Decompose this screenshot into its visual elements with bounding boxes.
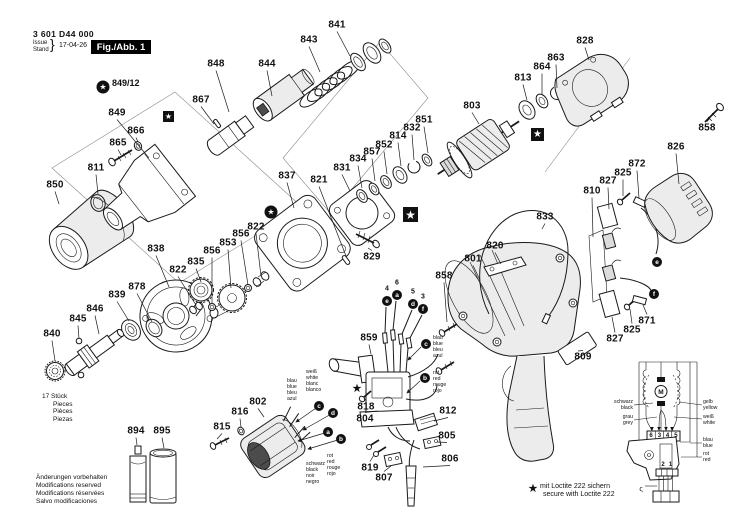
wire-color-name: bleu [287,389,297,396]
wire-callout-e: e [652,257,662,267]
loctite-star-icon: ★ [528,483,538,495]
part-label-841: 841 [328,19,346,31]
leader-line [424,127,428,154]
part-label-894: 894 [127,425,145,437]
part-label-834: 834 [349,153,367,165]
schematic-terminal-6: 6 [649,433,653,439]
leader-line [368,248,372,251]
star-box-icon: ★ [403,207,418,222]
callout-arrow [407,381,420,393]
issue-label: Issue [33,40,48,46]
wire-callout-d: d [408,299,418,309]
wire-color-name: white [306,374,319,381]
wire-color-de: schwarz [613,399,633,405]
wire-color-name: blau [287,378,297,384]
part-label-846: 846 [86,303,104,315]
wire-callout-a: a [323,427,333,437]
part-label-825: 825 [614,167,632,179]
star-icon: ★ [352,383,362,395]
wire-color-name: rojo [433,387,442,394]
leader-line [309,47,320,73]
leader-line [437,442,447,443]
leader-line [55,192,59,205]
schematic-terminal-4: 4 [665,433,670,439]
leader-line [342,175,350,192]
leader-line [156,256,169,288]
service-ref-849-12: 849/12 [112,78,140,88]
mods-note-en: Modifications reserved [36,482,102,489]
leader-line [523,85,527,101]
part-label-845: 845 [69,313,87,325]
part-label-858: 858 [698,122,716,134]
wire-color-de: weiß [703,414,714,420]
part-label-865: 865 [109,137,127,149]
wire-color-de: gelb [703,399,713,405]
part-label-812: 812 [439,405,457,417]
wire-color-en: black [620,404,633,411]
wire-color-label [327,454,340,478]
leader-line [676,154,679,185]
part-label-853: 853 [219,237,237,249]
star-circle-icon: ★ [265,206,278,219]
part-label-833: 833 [536,211,554,223]
leader-line [637,171,639,199]
part-label-864: 864 [533,61,551,73]
part-label-856: 856 [203,245,221,257]
part-label-831: 831 [333,162,351,174]
part-label-840: 840 [43,328,61,340]
leader-line [370,455,374,462]
wire-callout-c: c [421,339,431,349]
leader-line [196,269,201,283]
part-label-849: 849 [108,107,126,119]
callout-arrow [408,347,421,360]
mods-note-de: Änderungen vorbehalten [36,474,108,481]
part-label-839: 839 [108,289,126,301]
part-label-822: 822 [247,221,265,233]
leader-line [585,48,589,61]
wire-color-label [433,371,446,395]
wire-color-name: blue [287,383,297,390]
leader-line [472,113,479,125]
leader-line [267,71,272,97]
figure-title: Fig./Abb. 1 [91,40,151,54]
wire-color-label [433,336,443,360]
part-label-825: 825 [623,324,641,336]
leader-line [423,466,450,468]
leader-line [473,266,480,281]
star-box-icon: ★ [531,128,544,141]
leader-line [217,434,222,440]
part-label-810: 810 [583,185,601,197]
wire-color-name: weiß [306,369,317,375]
wire-color-label [306,370,321,394]
leader-line [162,438,164,449]
leader-line [136,138,138,143]
star-box-icon: ★ [164,112,173,121]
qty-note-es: Piezas [53,415,73,423]
leader-line [495,253,501,265]
wire-color-name: blanc [306,380,319,387]
leader-line [630,309,632,324]
schematic-wire-label-blue [703,438,713,450]
part-label-815: 815 [213,421,231,433]
part-label-826: 826 [667,141,685,153]
wire-color-name: azul [433,352,443,359]
wire-callout-d: d [328,408,338,418]
wire-color-name: noir [306,472,315,479]
wire-color-en: white [703,419,716,426]
part-label-844: 844 [258,58,276,70]
part-label-858: 858 [435,270,453,282]
schematic-wire-label-white [703,415,715,427]
schematic-wire-label-red [703,452,711,464]
leader-line [52,341,55,362]
wire-color-name: black [306,466,319,473]
leader-line [556,65,557,89]
part-label-863: 863 [547,52,565,64]
schematic-terminal-1: 1 [668,461,673,468]
part-label-832: 832 [403,122,421,134]
wire-color-name: bleu [433,346,443,353]
part-label-828: 828 [576,35,594,47]
part-label-820: 820 [486,240,504,252]
wire-callout-a: a [392,290,402,300]
leader-line [287,183,294,209]
part-label-809: 809 [574,351,592,363]
wire-color-name: rot [327,453,334,459]
part-label-816: 816 [231,406,249,418]
leader-line [608,188,609,210]
wire-color-name: rouge [327,464,341,471]
part-label-807: 807 [375,472,393,484]
leader-line [542,224,545,230]
leader-line [643,305,647,315]
wire-terminal-number-6: 6 [395,279,399,287]
wire-color-name: schwarz [306,461,326,467]
wire-color-en: yellow [703,404,718,411]
leader-line [319,187,346,257]
part-label-878: 878 [128,281,146,293]
wire-color-label [287,379,297,403]
part-label-856: 856 [232,228,250,240]
part-label-806: 806 [441,453,459,465]
schematic-wire-label-black [593,400,633,412]
cord-mark: ς [639,486,643,493]
part-label-867: 867 [192,94,210,106]
part-label-814: 814 [389,130,407,142]
part-label-857: 857 [363,146,381,158]
qty-note-fr: Pièces [53,408,73,415]
wire-color-name: rouge [433,381,447,388]
part-label-802: 802 [249,396,267,408]
leader-line [434,418,448,422]
wire-color-name: blau [433,335,443,341]
leader-line [241,241,248,286]
part-label-827: 827 [599,175,617,187]
part-label-895: 895 [153,425,171,437]
wire-color-name: rojo [327,470,336,477]
wire-callout-e: e [382,296,392,306]
part-label-827: 827 [606,333,624,345]
leader-line [95,316,99,335]
schematic-terminal-5: 5 [674,433,678,439]
leader-line [707,118,710,122]
wire-color-de: rot [703,451,710,457]
part-label-813: 813 [514,72,532,84]
wire-callout-f: f [418,304,428,314]
leader-line [384,466,391,472]
leader-line [178,277,196,306]
part-label-829: 829 [363,251,381,263]
part-label-872: 872 [628,158,646,170]
leader-line [118,150,121,156]
part-label-852: 852 [375,139,393,151]
wire-color-name: red [433,375,441,382]
leader-line [444,283,447,323]
leader-line [398,143,401,167]
part-label-850: 850 [46,179,64,191]
leader-line [96,175,98,195]
part-label-851: 851 [415,114,433,126]
schematic-wire-label-yellow [703,400,717,412]
wire-color-name: negro [306,478,320,485]
part-label-859: 859 [360,332,378,344]
leader-line [136,438,137,446]
leader-line [412,135,414,161]
wire-color-de: blau [703,437,713,443]
part-label-838: 838 [147,243,165,255]
schematic-wire-label-grey [593,415,633,427]
wire-color-label [306,462,325,486]
wire-color-name: blue [433,340,443,347]
loctite-note-de: mit Loctite 222 sichern [540,483,611,490]
wire-callout-c: c [314,401,324,411]
leader-line [372,159,375,182]
part-label-837: 837 [278,170,296,182]
part-label-819: 819 [361,462,379,474]
wire-color-en: grey [622,419,633,426]
leader-line [78,326,79,340]
mods-note-es: Salvo modificaciones [36,498,98,505]
motor-letter: M [658,389,664,396]
leader-line [592,198,593,238]
part-label-822: 822 [169,264,187,276]
leader-line [201,107,214,125]
stand-label: Stand [33,47,49,53]
mods-note-fr: Modifications réservées [36,490,105,497]
leader-line [256,234,261,277]
wire-color-en: red [703,456,711,463]
part-label-818: 818 [357,401,375,413]
leader-line [240,419,241,428]
part-label-803: 803 [463,100,481,112]
leader-line [228,250,231,289]
wire-color-name: red [327,458,335,465]
leader-line [216,71,229,113]
leader-line [364,399,366,401]
leader-line [137,294,152,323]
wire-callout-b: b [336,434,346,444]
wire-color-en: blue [703,442,713,449]
wire-color-name: azul [287,395,297,402]
wire-terminal-number-4: 4 [385,285,389,293]
wire-terminal-number-3: 3 [421,293,425,301]
schematic-terminal-2: 2 [661,461,665,468]
schematic-terminal-3: 3 [657,433,662,439]
wire-callout-f: f [649,289,659,299]
leader-line [258,409,264,418]
loctite-note-en: secure with Loctite 222 [543,491,615,498]
part-label-805: 805 [438,430,456,442]
wire-callout-b: b [420,373,430,383]
leader-line [612,317,615,333]
model-number: 3 601 D44 000 [33,29,94,39]
part-label-821: 821 [310,174,328,186]
part-label-804: 804 [356,413,374,425]
issue-brace: } [50,36,55,52]
part-label-871: 871 [638,315,656,327]
star-circle-icon: ★ [97,81,110,94]
wire-color-name: blanco [306,386,322,393]
part-label-801: 801 [464,253,482,265]
leader-line [358,166,362,189]
part-label-811: 811 [87,162,105,174]
part-label-866: 866 [127,125,145,137]
wire-color-name: rot [433,370,440,376]
leader-line [369,345,371,355]
part-label-848: 848 [207,58,225,70]
part-label-835: 835 [187,256,205,268]
issue-date: 17-04-26 [59,42,88,49]
qty-note-en: Pieces [53,400,73,408]
leader-line [337,32,350,57]
wire-color-de: grau [622,414,633,420]
wire-terminal-number-5: 5 [411,288,415,296]
part-label-843: 843 [300,34,318,46]
leader-line [384,152,387,175]
qty-note-de: 17 Stück [42,393,68,400]
leader-line [117,302,129,322]
